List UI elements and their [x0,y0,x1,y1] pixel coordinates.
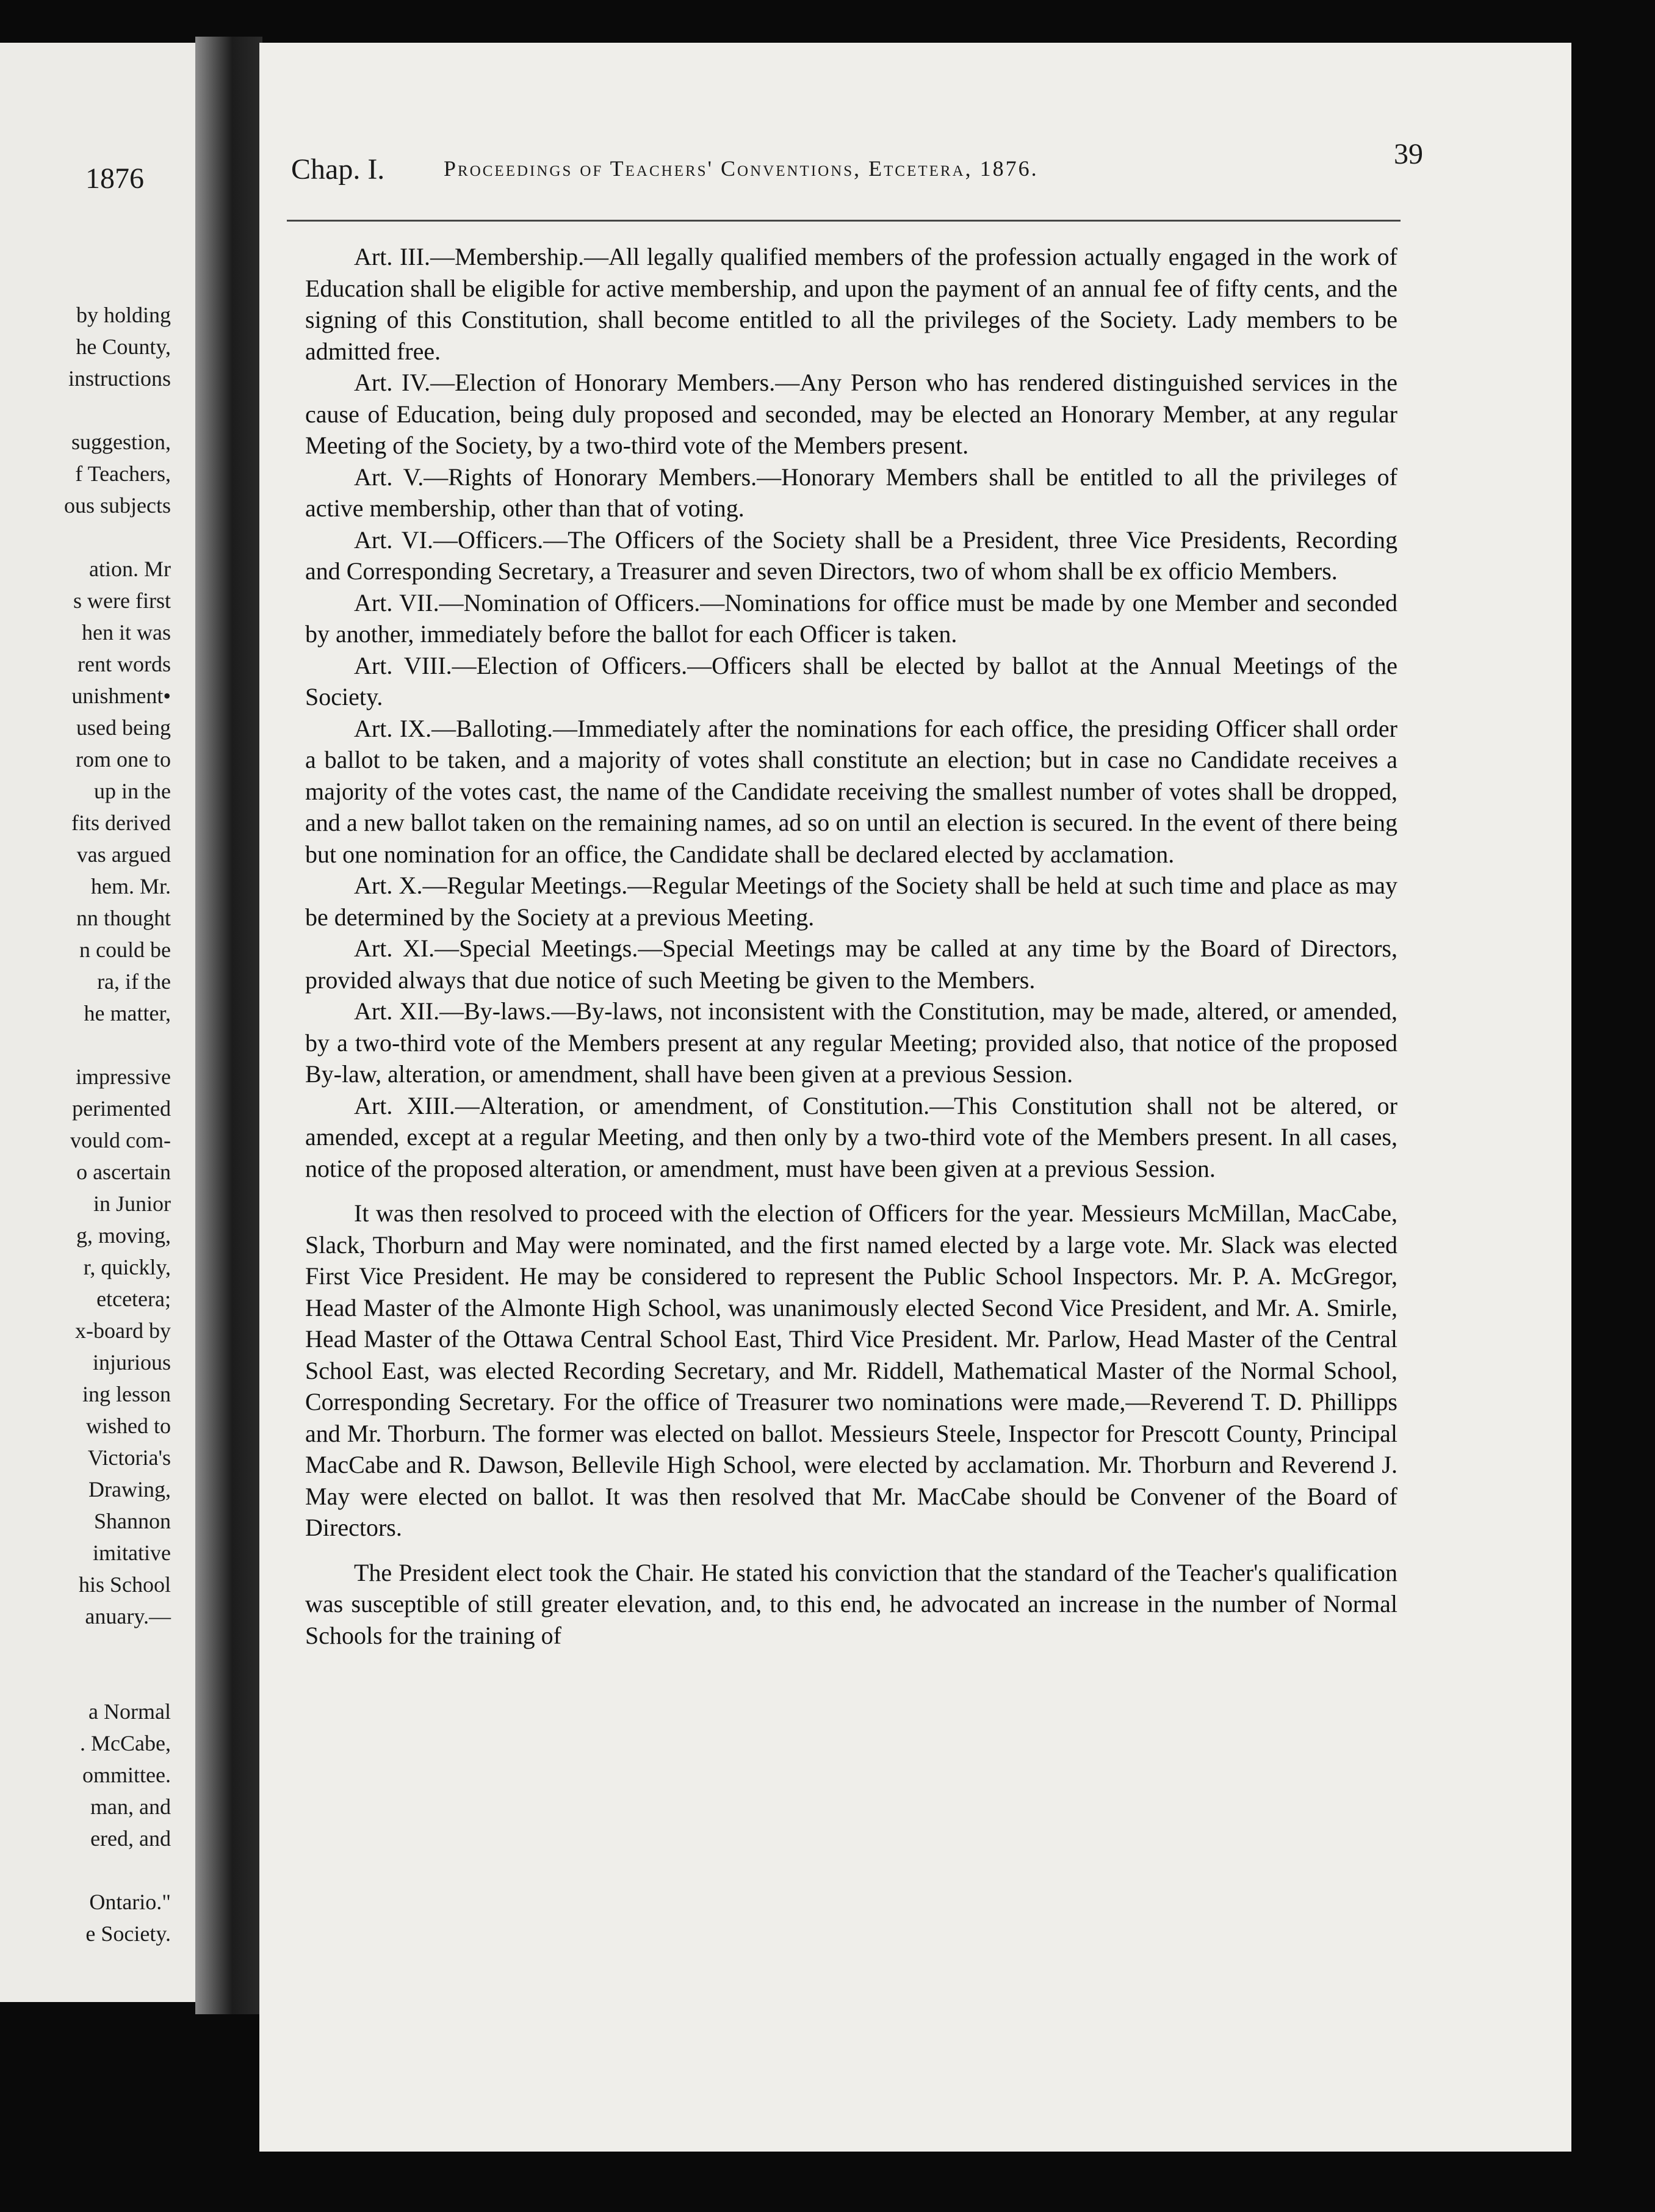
article-12: Art. XII.—By-laws.—By-laws, not inconsistent with the Constitution, may be made, altered, or amended, by a two-third vote of the Members present at any regular Meeting; provided also, that notice of the proposed By-law, alteration, or amendment, shall have been given at a previous Session. [305,997,1397,1088]
left-line: x-board by [75,1318,171,1343]
left-line [0,1029,171,1061]
election-paragraph: It was then resolved to proceed with the election of Officers for the year. Messieurs McMillan, MacCabe, Slack, Thorburn and May were nominated, and the first named elected by a large vote. Mr. Slack was elected First Vice President. He may be considered to represent the Public School Inspectors. Mr. P. A. McGregor, Head Master of the Almonte High School, was unanimously elected Second Vice President, and Mr. A. Smirle, Head Master of the Ottawa Central School East, Third Vice President. Mr. Parlow, Head Master of the Central School East, was elected Recording Secretary, and Mr. Riddell, Mathematical Master of the Normal School, Corresponding Secretary. For the office of Treasurer two nominations were made,—Reverend T. D. Phillipps and Mr. Thorburn. The former was elected on ballot. Messieurs Steele, Inspector for Prescott County, Principal MacCabe and R. Dawson, Bellevile High School, were elected by acclamation. Mr. Thorburn and Reverend J. May were elected on ballot. It was then resolved that Mr. MacCabe should be Convener of the Board of Directors. [305,1199,1397,1541]
article-5: Art. V.—Rights of Honorary Members.—Honorary Members shall be entitled to all the privileges of active membership, other than that of voting. [305,463,1397,522]
left-line: imitative [93,1541,171,1565]
left-line [0,521,171,553]
left-line: ered, and [90,1826,171,1851]
left-line: in Junior [93,1191,171,1216]
left-line: g, moving, [76,1223,171,1248]
book-gutter [195,37,262,2014]
left-line: Shannon [94,1509,171,1533]
left-line: he matter, [84,1001,171,1025]
article-10: Art. X.—Regular Meetings.—Regular Meetings of the Society shall be held at such time and place as may be determined by the Society at a previous Meeting. [305,872,1397,931]
left-line: by holding [76,303,171,327]
left-line [0,394,171,426]
left-page-fragment [0,43,195,2002]
left-line: man, and [90,1795,171,1819]
left-line: hen it was [82,620,171,645]
chapter-label: Chap. I. [291,153,385,186]
left-line: fits derived [71,811,171,835]
left-line: s were first [73,588,171,613]
left-line: o ascertain [76,1160,171,1184]
left-line: a Normal [88,1699,171,1724]
left-page-year: 1876 [85,162,144,195]
left-line: wished to [86,1414,171,1438]
left-line: Victoria's [87,1445,171,1470]
article-13: Art. XIII.—Alteration, or amendment, of Constitution.—This Constitution shall not be altered, or amended, except at a regular Meeting, and then only by a two-third vote of the Members present. In all cases, notice of the proposed alteration, or amendment, must have been given at a previous Session. [305,1091,1397,1182]
left-line: ation. Mr [89,557,171,581]
left-line: e Society. [85,1921,171,1946]
left-line: etcetera; [96,1287,171,1311]
left-line: ommittee. [82,1763,171,1787]
article-7: Art. VII.—Nomination of Officers.—Nominations for office must be made by one Member and seconded by another, immediately before the ballot for each Officer is taken. [305,588,1397,648]
left-line: vas argued [76,842,171,867]
left-line: rent words [78,652,171,676]
left-line: rom one to [76,747,171,772]
left-line: ra, if the [97,969,171,994]
left-line: his School [78,1572,171,1597]
article-3: Art. III.—Membership.—All legally qualified members of the profession actually engaged in the work of Education shall be eligible for active membership, and upon the payment of an annual fee of fifty cents, and the signing of this Constitution, shall become entitled to all the privileges of the Society. Lady members to be admitted free. [305,243,1397,365]
article-9: Art. IX.—Balloting.—Immediately after the nominations for each office, the presiding Officer shall order a ballot to be taken, and a majority of votes shall constitute an election; but in case no Candidate receives a majority of the votes cast, the name of the Candidate receiving the smallest number of votes shall be dropped, and a new ballot taken on the remaining names, ad so on until an election is secured. In the event of there being but one nomination for an office, the Candidate shall be declared elected by acclamation. [305,714,1397,868]
article-11: Art. XI.—Special Meetings.—Special Meetings may be called at any time by the Board of Directors, provided always that due notice of such Meeting be given to the Members. [305,934,1397,994]
left-line: injurious [92,1350,171,1375]
left-line: vould com- [70,1128,171,1152]
left-line: . McCabe, [80,1731,171,1755]
president-paragraph: The President elect took the Chair. He stated his conviction that the standard of the Teacher's qualification was susceptible of still greater elevation, and, to this end, he advocated an increase in the number of Normal Schools for the training of [305,1558,1397,1649]
page-number: 39 [1394,138,1423,170]
left-line: f Teachers, [75,461,171,486]
left-line: perimented [72,1096,171,1121]
left-line [0,1854,171,1886]
left-line: r, quickly, [83,1255,171,1279]
left-line: Drawing, [88,1477,171,1502]
running-title-text: Proceedings of Teachers' Conventions, Etcetera, [444,156,973,181]
article-8: Art. VIII.—Election of Officers.—Officers shall be elected by ballot at the Annual Meetings of the Society. [305,651,1397,710]
left-line [0,1664,171,1696]
left-line: n could be [79,938,171,962]
article-4: Art. IV.—Election of Honorary Members.—Any Person who has rendered distinguished services in the cause of Education, being duly proposed and seconded, may be elected an Honorary Member, at any regular Meeting of the Society, by a two-third vote of the Members present. [305,369,1397,459]
left-page-lines [0,299,171,1950]
left-line: Ontario." [89,1890,171,1914]
left-line: instructions [68,366,171,391]
left-line: ing lesson [82,1382,171,1406]
main-text [305,241,1397,1651]
left-line: hem. Mr. [91,874,171,898]
left-line: nn thought [76,906,171,930]
left-line: he County, [76,334,171,359]
header-rule [287,220,1401,222]
left-line: used being [76,715,171,740]
left-line: unishment• [71,684,171,708]
left-line: impressive [76,1064,171,1089]
running-header [291,131,1423,198]
left-line: suggestion, [71,430,171,454]
header-year: 1876. [979,156,1039,181]
left-line: anuary.— [85,1604,171,1628]
left-line [0,1632,171,1664]
left-line: up in the [94,779,171,803]
running-title [444,156,1039,181]
left-line: ous subjects [64,493,171,518]
article-6: Art. VI.—Officers.—The Officers of the Society shall be a President, three Vice Presidents, Recording and Corresponding Secretary, a Treasurer and seven Directors, two of whom shall be ex officio Members. [305,526,1397,585]
